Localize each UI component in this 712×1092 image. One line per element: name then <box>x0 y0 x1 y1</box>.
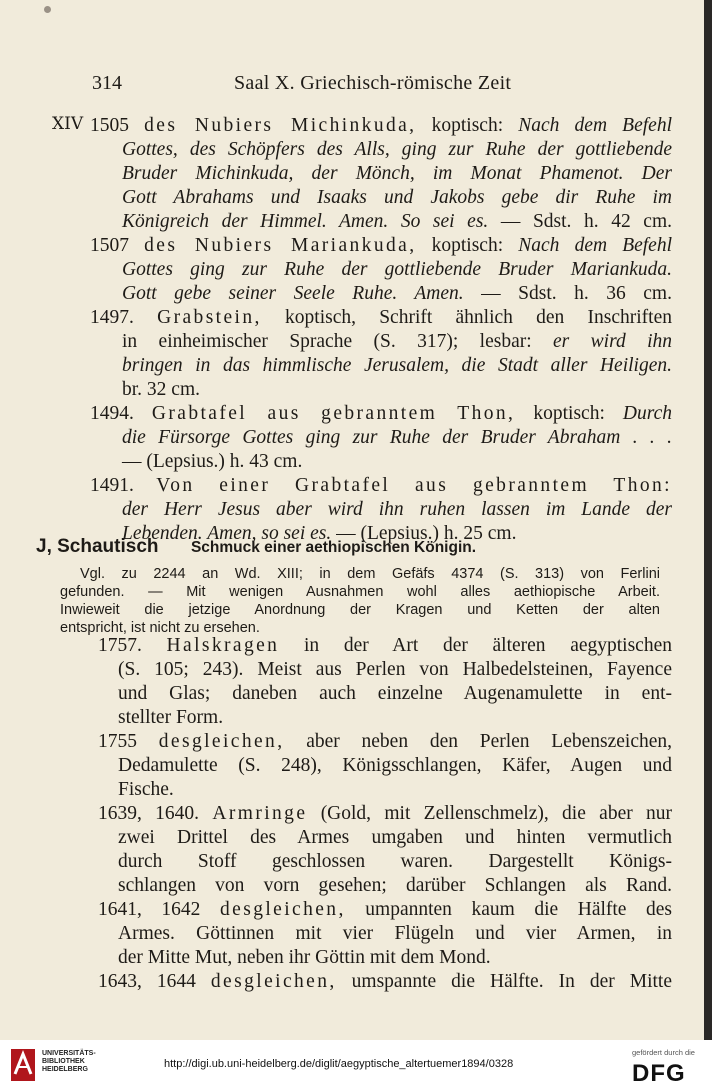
entry-1505-line: Bruder Michinkuda, der Mönch, im Monat Phamenot. Der <box>122 163 672 184</box>
viewer-footer <box>0 1040 712 1092</box>
section-subtitle: Schmuck einer aethiopischen Königin. <box>190 539 477 556</box>
entry-1757-line: 1757. Halskragen in der Art der älteren aegyptischen <box>98 635 672 656</box>
entry-1755-line: 1755 desgleichen, aber neben den Perlen Lebenszeichen, <box>98 731 673 752</box>
roman-numeral-marker: XIV <box>52 114 84 134</box>
entry-1494-line: — (Lepsius.) h. 43 cm. <box>122 451 303 472</box>
entry-1641-line: der Mitte Mut, neben ihr Göttin mit dem Mond. <box>118 947 491 968</box>
entry-1507-line: 1507 des Nubiers Mariankuda, koptisch: Nach dem Befehl <box>90 235 673 256</box>
entry-1494-line: die Fürsorge Gottes ging zur Ruhe der Bruder Abraham . . . <box>122 427 672 448</box>
university-seal-icon <box>10 1048 36 1082</box>
entry-1755-line: Dedamulette (S. 248), Königsschlangen, Käfer, Augen und <box>118 755 672 776</box>
note-line: Vgl. zu 2244 an Wd. XIII; in dem Gefäfs 4374 (S. 313) von Ferlini <box>80 566 660 582</box>
library-name: UNIVERSITÄTS-BIBLIOTHEK HEIDELBERG <box>42 1050 96 1073</box>
entry-1639-line: 1639, 1640. Armringe (Gold, mit Zellenschmelz), die aber nur <box>98 803 673 824</box>
entry-1643-line: 1643, 1644 desgleichen, umspannte die Hälfte. In der Mitte <box>98 971 673 992</box>
page-number: 314 <box>92 72 122 94</box>
section-heading <box>36 536 676 558</box>
note-line: gefunden. — Mit wenigen Ausnahmen wohl alles aethiopische Arbeit. <box>60 584 660 600</box>
entry-1505-line: Gottes, des Schöpfers des Alls, ging zur Ruhe der gottliebende <box>122 139 672 160</box>
running-title: Saal X. Griechisch-römische Zeit <box>234 72 512 94</box>
entry-1491-line: der Herr Jesus aber wird ihn ruhen lassen im Lande der <box>122 499 672 520</box>
entry-1505-line: 1505 des Nubiers Michinkuda, koptisch: Nach dem Befehl <box>90 115 672 136</box>
entry-1507-line: Gottes ging zur Ruhe der gottliebende Bruder Mariankuda. <box>122 259 672 280</box>
entry-1757-line: (S. 105; 243). Meist aus Perlen von Halbedelsteinen, Fayence <box>118 659 672 680</box>
entry-1757-line: stellter Form. <box>118 707 224 728</box>
entry-1497-line: br. 32 cm. <box>122 379 200 400</box>
note-line: Inwieweit die jetzige Anordnung der Kragen und Ketten der alten <box>60 602 660 618</box>
entry-1505-line: Königreich der Himmel. Amen. So sei es. — Sdst. h. 42 cm. <box>122 211 672 232</box>
entry-1505-line: Gott Abrahams und Isaaks und Jakobs gebe dir Ruhe im <box>122 187 672 208</box>
entry-1491-line: 1491. Von einer Grabtafel aus gebranntem Thon: <box>90 475 672 496</box>
entry-1507-line: Gott gebe seiner Seele Ruhe. Amen. — Sdst. h. 36 cm. <box>122 283 672 304</box>
entry-1639-line: zwei Drittel des Armes umgaben und hinten vermutlich <box>118 827 672 848</box>
entry-1639-line: schlangen von vorn gesehen; darüber Schlangen als Rand. <box>118 875 672 896</box>
sponsor-text: gefördert durch die <box>632 1048 695 1057</box>
entry-1491-line: Lebenden. Amen, so sei es. — (Lepsius.) h. 25 cm. <box>122 523 517 544</box>
entry-1497-line: 1497. Grabstein, koptisch, Schrift ähnlich den Inschriften <box>90 307 672 328</box>
note-line: entspricht, ist nicht zu ersehen. <box>60 620 260 636</box>
entry-1497-line: in einheimischer Sprache (S. 317); lesbar: er wird ihn <box>122 331 673 352</box>
paper-spot <box>44 6 51 13</box>
entry-1641-line: Armes. Göttinnen mit vier Flügeln und vier Armen, in <box>118 923 672 944</box>
page-edge-shadow <box>704 0 712 1040</box>
entry-1755-line: Fische. <box>118 779 174 800</box>
dfg-logo: DFG <box>632 1060 686 1087</box>
section-name: J, Schautisch <box>36 536 159 557</box>
entry-1494-line: 1494. Grabtafel aus gebranntem Thon, koptisch: Durch <box>90 403 673 424</box>
entry-1639-line: durch Stoff geschlossen waren. Dargestellt Königs- <box>118 851 672 872</box>
permalink-url[interactable]: http://digi.ub.uni-heidelberg.de/diglit/aegyptische_altertuemer1894/0328 <box>164 1058 514 1070</box>
entry-1641-line: 1641, 1642 desgleichen, umpannten kaum die Hälfte des <box>98 899 673 920</box>
entry-1757-line: und Glas; daneben auch einzelne Augenamulette in ent- <box>118 683 672 704</box>
entry-1497-line: bringen in das himmlische Jerusalem, die Stadt aller Heiligen. <box>122 355 672 376</box>
